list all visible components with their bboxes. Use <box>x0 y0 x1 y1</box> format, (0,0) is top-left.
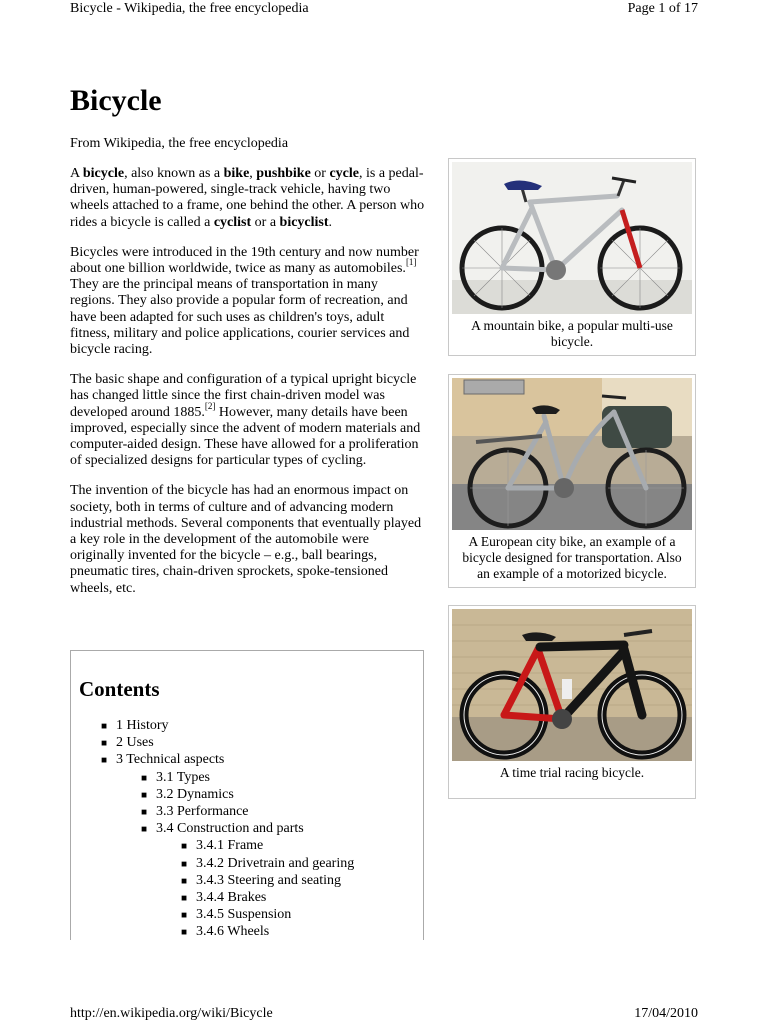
figure-city-bike <box>448 374 696 588</box>
mountain-bike-image[interactable] <box>452 162 692 314</box>
bullet-icon: ■ <box>101 721 108 732</box>
page-number: Page 1 of 17 <box>627 1 698 16</box>
paragraph-intro: A bicycle, also known as a bike, pushbike or cycle, is a pedal-driven, human-powered, single-track vehicle, having two wheels attached to a frame, one behind the other. A person who rides a bicycle is called a cyclist or a bicyclist. <box>70 166 425 230</box>
city-bike-image[interactable] <box>452 378 692 530</box>
toc-item-drivetrain-and-gearing[interactable]: ■ 3.4.2 Drivetrain and gearing <box>181 856 354 873</box>
footer-date: 17/04/2010 <box>634 1006 698 1021</box>
toc-item-dynamics[interactable]: ■ 3.2 Dynamics <box>141 787 354 804</box>
bullet-icon: ■ <box>141 824 148 836</box>
reference-link-1[interactable]: [1] <box>405 257 417 268</box>
bullet-icon: ■ <box>141 789 148 801</box>
figure-time-trial-bike <box>448 605 696 799</box>
paragraph-design: The basic shape and configuration of a typical upright bicycle has changed little since the first chain-driven model was developed around 1885.[2] However, many details have been improved, especially since the advent of modern materials and computer-aided design. These have allowed for a proliferation of specialized designs for particular types of cycling. <box>70 372 421 469</box>
toc-item-performance[interactable]: ■ 3.3 Performance <box>141 804 354 821</box>
toc-item-steering-and-seating[interactable]: ■ 3.4.3 Steering and seating <box>181 873 354 890</box>
toc-title: Contents <box>79 677 160 701</box>
toc-item-brakes[interactable]: ■ 3.4.4 Brakes <box>181 890 354 907</box>
caption-mountain-bike: A mountain bike, a popular multi-use bicycle. <box>471 318 673 349</box>
paragraph-impact: The invention of the bicycle has had an enormous impact on society, both in terms of culture and of advancing modern industrial methods. Several components that eventually played a key role in the development of the automobile were originally invented for the bicycle – e.g., ball bearings, pneumatic tires, chain-driven sprockets, spoke-tensioned wheels, etc. <box>70 483 422 596</box>
footer-url: http://en.wikipedia.org/wiki/Bicycle <box>70 1006 273 1021</box>
bullet-icon: ■ <box>141 807 148 819</box>
term-bike: bike <box>223 166 250 181</box>
subtitle: From Wikipedia, the free encyclopedia <box>70 136 289 151</box>
toc-item-construction-and-parts[interactable]: ■ 3.4 Construction and parts ■ 3.4.1 Frame ■ 3.4.2 Drivetrain and gearing ■ 3.4.3 Steering and seating ■ 3.4.4 Brakes ■ 3.4.5 Suspension ■ 3.4.6 Wheels <box>141 821 354 940</box>
figure-mountain-bike <box>448 158 696 356</box>
paragraph-history: Bicycles were introduced in the 19th century and now number about one billion worldwide, twice as many as automobiles.[1] They are the principal means of transportation in many regions. They also provide a popular form of recreation, and have been adapted for such uses as children's toys, adult fitness, military and police applications, courier services and bicycle racing. <box>70 244 419 358</box>
article-body <box>70 166 426 611</box>
bullet-icon: ■ <box>181 910 188 922</box>
toc-item-wheels[interactable]: ■ 3.4.6 Wheels <box>181 924 354 940</box>
toc-item-suspension[interactable]: ■ 3.4.5 Suspension <box>181 907 354 924</box>
time-trial-bike-image[interactable] <box>452 609 692 761</box>
bullet-icon: ■ <box>181 893 188 905</box>
toc-item-frame[interactable]: ■ 3.4.1 Frame <box>181 838 354 855</box>
term-bicycle: bicycle <box>82 166 125 181</box>
term-pushbike: pushbike <box>256 166 311 181</box>
bullet-icon: ■ <box>141 772 148 784</box>
page-title: Bicycle <box>70 84 162 117</box>
bullet-icon: ■ <box>101 738 108 750</box>
term-cycle: cycle <box>329 166 359 181</box>
term-cyclist: cyclist <box>213 214 252 230</box>
caption-time-trial-bike: A time trial racing bicycle. <box>499 765 645 780</box>
bullet-icon: ■ <box>181 858 188 870</box>
bullet-icon: ■ <box>181 841 188 853</box>
bullet-icon: ■ <box>181 927 188 939</box>
header-title: Bicycle - Wikipedia, the free encyclopedia <box>70 1 309 16</box>
table-of-contents <box>70 650 424 940</box>
toc-item-technical-aspects[interactable]: ■ 3 Technical aspects ■ 3.1 Types ■ 3.2 Dynamics ■ 3.3 Performance ■ 3.4 Construction and parts ■ 3.4.1 Frame ■ 3.4.2 Drivetrain and gearing ■ 3.4.3 Steering and seating ■ 3.4.4 Brakes ■ 3.4.5 Suspension ■ 3.4.6 Wheels <box>101 752 354 940</box>
caption-city-bike: A European city bike, an example of a bicycle designed for transportation. Also an example of a motorized bicycle. <box>462 534 682 581</box>
reference-link-2[interactable]: [2] <box>204 400 216 411</box>
toc-item-uses[interactable]: ■ 2 Uses <box>101 735 354 752</box>
bullet-icon: ■ <box>181 875 188 887</box>
toc-item-types[interactable]: ■ 3.1 Types <box>141 770 354 787</box>
bullet-icon: ■ <box>101 755 108 767</box>
term-bicyclist: bicyclist <box>279 214 329 230</box>
toc-item-history[interactable]: ■ 1 History <box>101 718 354 735</box>
